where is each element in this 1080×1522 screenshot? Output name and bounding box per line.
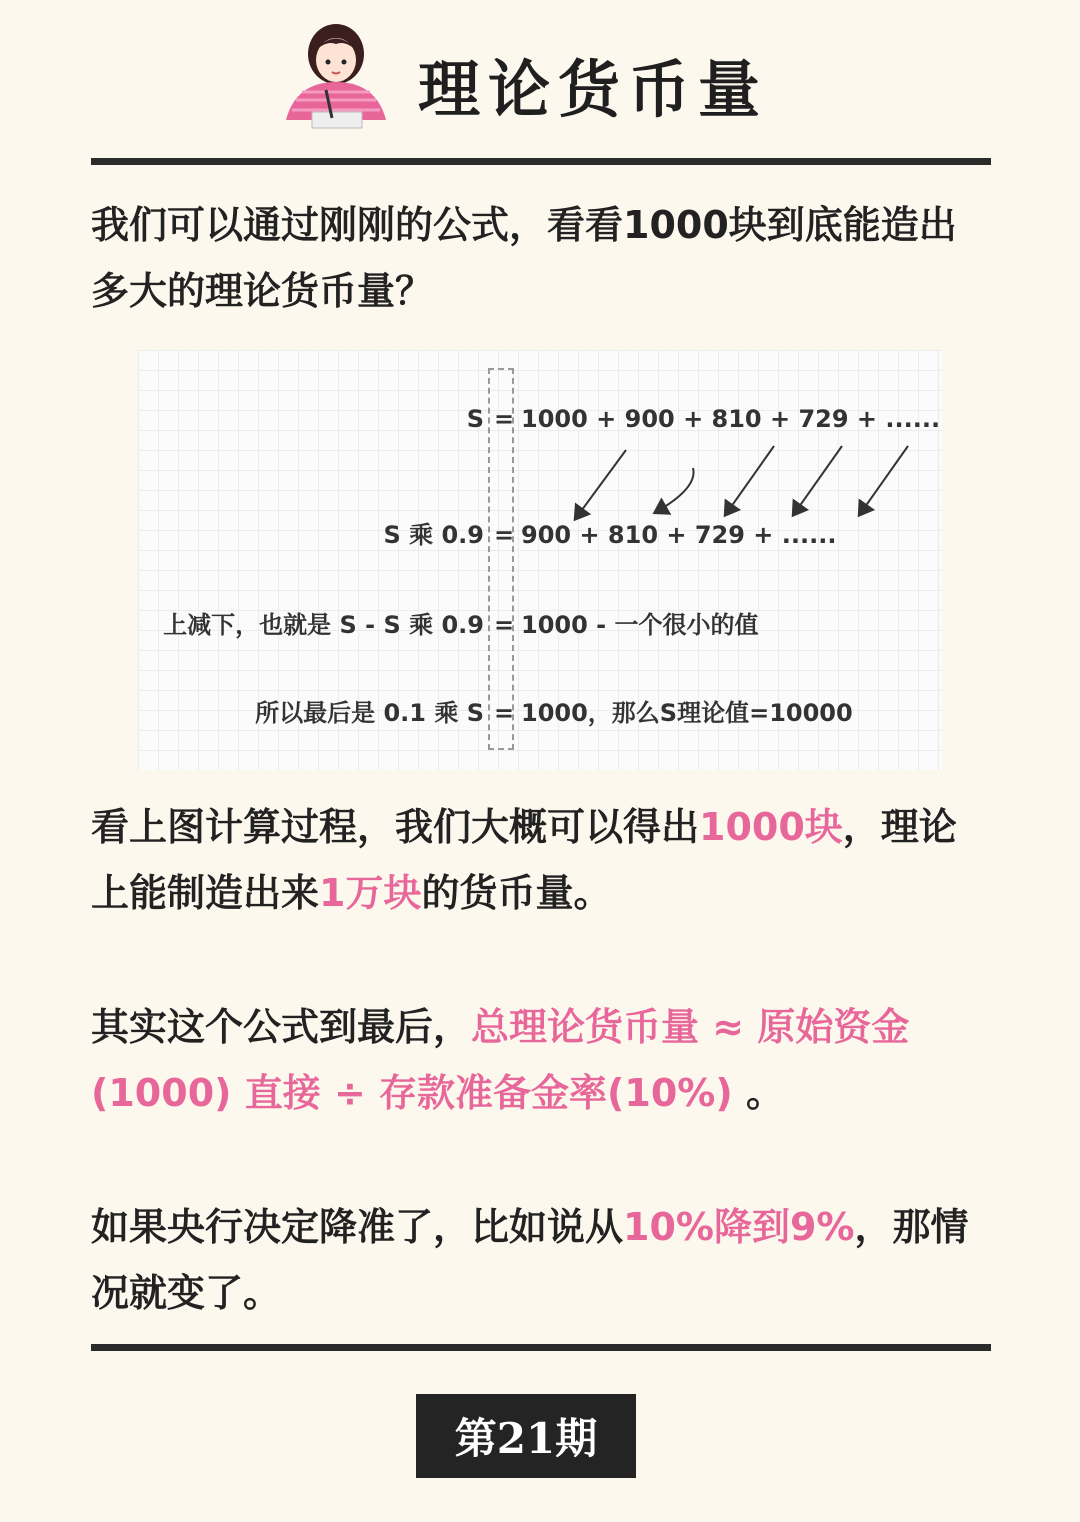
figure-row-1-eq: = [494, 405, 515, 433]
paragraph-rrr-text-2: ，那情况就变了。 [91, 1205, 969, 1315]
paragraph-formula-text-2: 。 [732, 1071, 784, 1115]
arrow-5 [860, 446, 908, 514]
highlight-1000: 1000块 [699, 805, 843, 849]
figure-row-2-eq: = [494, 521, 515, 549]
paragraph-calculation-text-3: 的货币量。 [421, 871, 612, 915]
arrow-1 [576, 450, 626, 518]
paragraph-rrr-cut [91, 1194, 991, 1326]
figure-row-2-right: 900 + 810 + 729 + ...... [521, 521, 837, 549]
figure-row-1-left: S [466, 405, 484, 433]
highlight-formula: 总理论货币量 ≈ 原始资金(1000) 直接 ÷ 存款准备金率(10%) [91, 1005, 910, 1115]
paragraph-formula [91, 994, 991, 1126]
bottom-divider [91, 1344, 991, 1351]
highlight-rate-change: 10%降到9% [623, 1205, 855, 1249]
paragraph-calculation [91, 794, 991, 926]
page-title: 理论货币量 [418, 53, 769, 126]
issue-badge: 第21期 [416, 1394, 636, 1478]
paragraph-formula-text-1: 其实这个公式到最后， [91, 1005, 472, 1049]
header [0, 0, 1080, 150]
figure-row-3-eq: = [494, 611, 515, 639]
arrow-3 [726, 446, 774, 514]
top-divider [91, 158, 991, 165]
figure-row-4-eq: = [494, 699, 515, 727]
paragraph-calculation-text-2: ，理论上能制造出来 [91, 805, 957, 915]
intro-paragraph: 我们可以通过刚刚的公式，看看1000块到底能造出多大的理论货币量？ [91, 203, 957, 313]
figure-row-1-right: 1000 + 900 + 810 + 729 + ...... [521, 405, 941, 433]
arrow-2 [656, 468, 694, 512]
girl-writing-icon [276, 20, 396, 135]
figure-row-3-left: 上减下，也就是 S - S 乘 0.9 [163, 611, 484, 639]
paragraph-rrr-text-1: 如果央行决定降准了，比如说从 [91, 1205, 624, 1249]
formula-figure [138, 350, 942, 770]
arrow-4 [794, 446, 842, 514]
paragraph-calculation-text-1: 看上图计算过程，我们大概可以得出 [91, 805, 700, 849]
figure-row-4-right: 1000，那么S理论值=10000 [521, 699, 853, 727]
figure-row-4-left: 所以最后是 0.1 乘 S [255, 699, 484, 727]
figure-row-2-left: S 乘 0.9 [383, 521, 484, 549]
figure-row-3-right: 1000 - 一个很小的值 [521, 611, 759, 639]
highlight-10k: 1万块 [319, 871, 422, 915]
